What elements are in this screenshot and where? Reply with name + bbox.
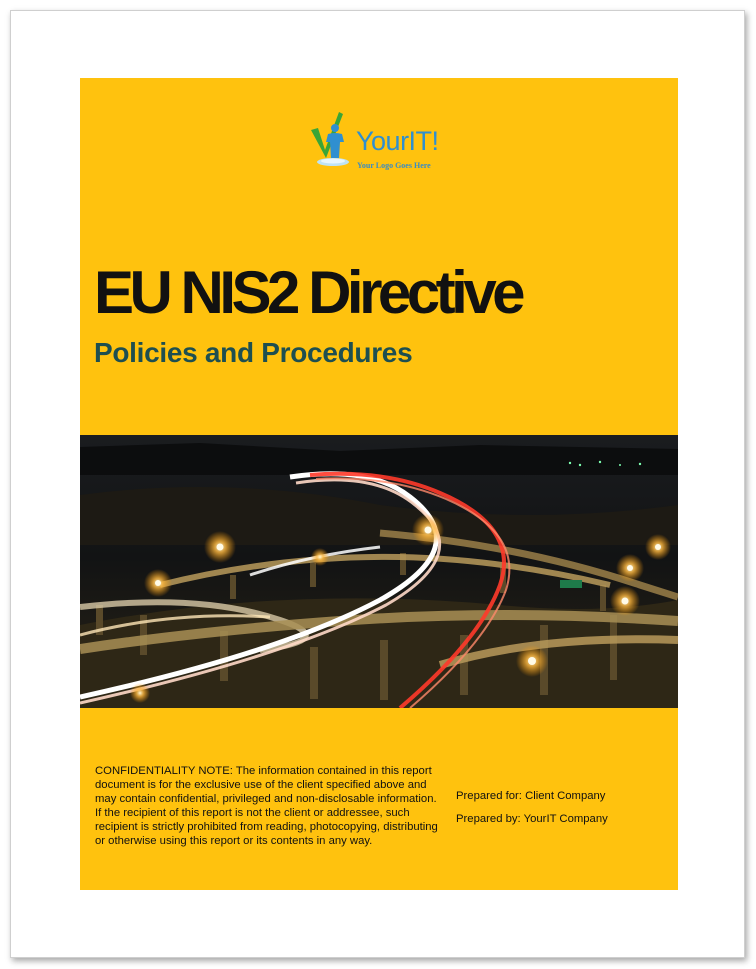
cover-panel (80, 78, 678, 890)
prepared-for: Prepared for: Client Company (456, 790, 606, 802)
company-logo (308, 108, 448, 180)
document-subtitle: Policies and Procedures (94, 337, 413, 368)
confidentiality-note: CONFIDENTIALITY NOTE: The information contained in this report document is for the exclusive use of the client specified above and may contain confidential, privileged and non-disclosable information. If the recipient of this report is not the client or addressee, such recipient is strictly prohibited from reading, photocopying, distributing or otherwise using this report or its contents in any way. (95, 765, 438, 847)
document-title: EU NIS2 Directive (94, 259, 522, 326)
logo-mark-icon (308, 108, 358, 168)
prepared-info (456, 790, 608, 825)
logo-wordmark: YourIT! (356, 126, 439, 156)
night-highway-photo (80, 435, 678, 708)
logo-tagline: Your Logo Goes Here (357, 161, 431, 170)
prepared-by: Prepared by: YourIT Company (456, 813, 608, 825)
